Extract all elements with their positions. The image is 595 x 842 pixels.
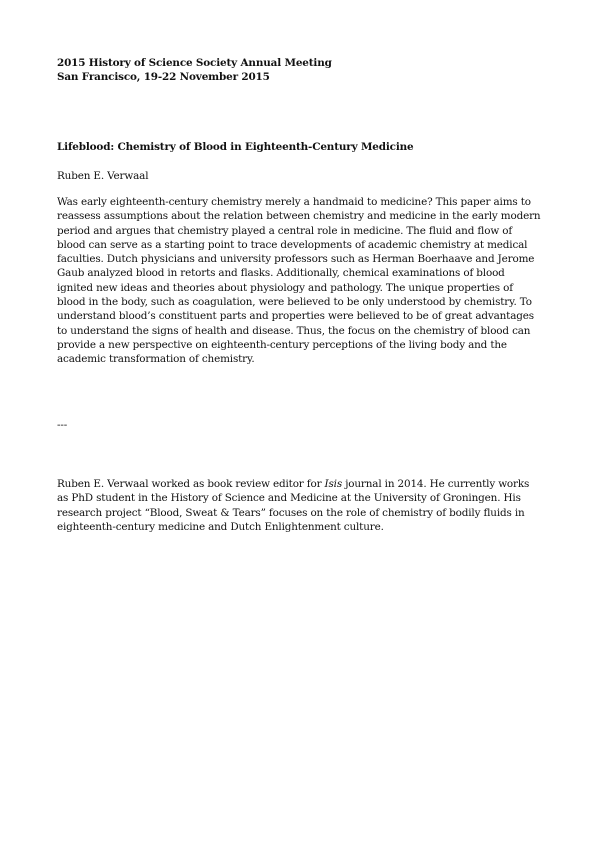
meeting-title: 2015 History of Science Society Annual Meeting [57, 57, 332, 69]
paper-title: Lifeblood: Chemistry of Blood in Eighteenth-Century Medicine [57, 141, 414, 153]
author-name: Ruben E. Verwaal [57, 170, 149, 182]
abstract-paragraph: Was early eighteenth-century chemistry merely a handmaid to medicine? This paper aims to reassess assumptions about the relation between chemistry and medicine in the early modern period and argues that chemistry played a central role in medicine. The fluid and flow of blood can serve as a starting point to trace developments of academic chemistry at medical faculties. Dutch physicians and university professors such as Herman Boerhaave and Jerome Gaub analyzed blood in retorts and flasks. Additionally, chemical examinations of blood ignited new ideas and theories about physiology and pathology. The unique properties of blood in the body, such as coagulation, were believed to be only understood by chemistry. To understand blood’s constituent parts and properties were believed to be of great advantages to understand the signs of health and disease. Thus, the focus on the chemistry of blood can provide a new perspective on eighteenth-century perceptions of the living body and the academic transformation of chemistry. [57, 196, 541, 366]
section-separator: --- [57, 419, 68, 431]
meeting-location-date: San Francisco, 19-22 November 2015 [57, 71, 270, 84]
author-bio [57, 477, 543, 534]
meeting-header [57, 56, 543, 85]
bio-text-end: journal in 2014. He currently works as PhD student in the History of Science and Medicine at the University of Groningen. His research project “Blood, Sweat & Tears” focuses on the role of chemistry of bodily fluids in eighteenth-century medicine and Dutch Enlightenment culture. [57, 478, 530, 533]
bio-text-start: Ruben E. Verwaal worked as book review editor for [57, 478, 325, 490]
journal-name: Isis [324, 478, 343, 490]
